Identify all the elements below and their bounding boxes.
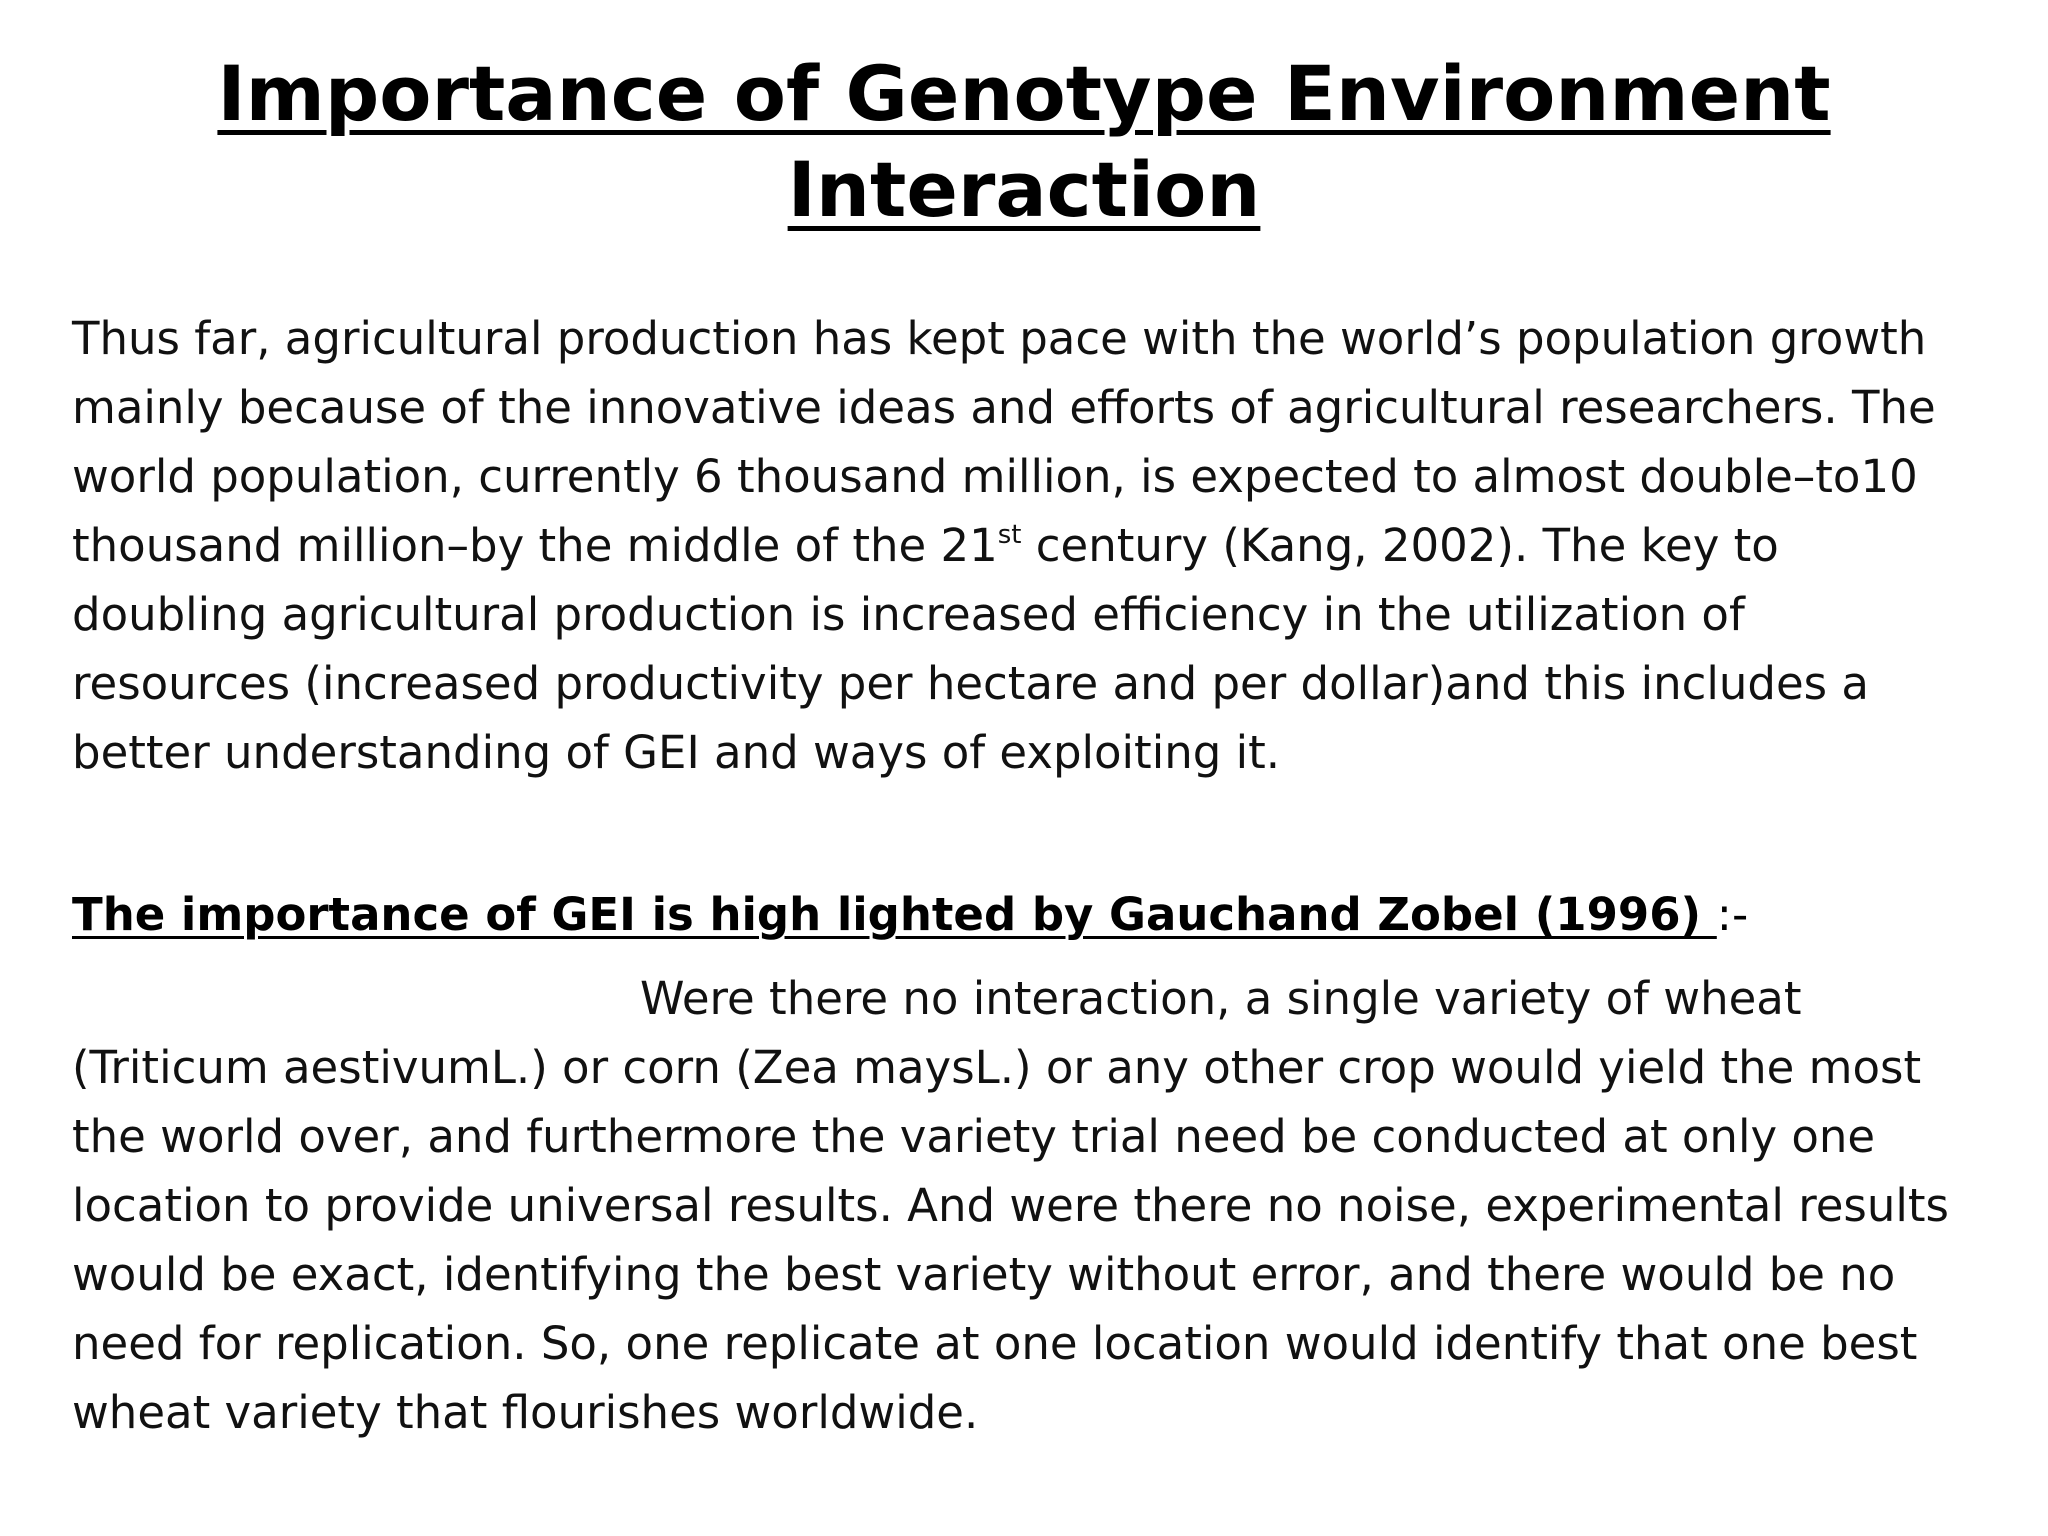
paragraph-2-line: location to provide universal results. And were there no noise, experimental results — [72, 1179, 1949, 1232]
paragraph-1-line — [72, 511, 2022, 580]
paragraph-2-line: the world over, and furthermore the variety trial need be conducted at only one — [72, 1110, 1876, 1163]
paragraph-1-line: world population, currently 6 thousand million, is expected to almost double–to10 — [72, 450, 1918, 503]
paragraph-1-line: better understanding of GEI and ways of exploiting it. — [72, 726, 1281, 779]
title-line-1: Importance of Genotype Environment — [217, 49, 1831, 138]
paragraph-1 — [72, 304, 2022, 787]
paragraph-1-line: doubling agricultural production is increased efficiency in the utilization of — [72, 588, 1745, 641]
paragraph-1-line: resources (increased productivity per hectare and per dollar)and this includes a — [72, 657, 1869, 710]
paragraph-1-line: mainly because of the innovative ideas and efforts of agricultural researchers. The — [72, 381, 1936, 434]
superscript: st — [997, 520, 1022, 550]
line-text: century (Kang, 2002). The key to — [1021, 519, 1779, 572]
paragraph-2-line: wheat variety that flourishes worldwide. — [72, 1386, 979, 1439]
subheading — [72, 880, 1748, 949]
paragraph-2 — [72, 964, 2022, 1447]
paragraph-2-line: (Triticum aestivumL.) or corn (Zea maysL.) or any other crop would yield the most — [72, 1041, 1922, 1094]
paragraph-2-line: would be exact, identifying the best variety without error, and there would be no — [72, 1248, 1896, 1301]
paragraph-2-line: Were there no interaction, a single variety of wheat — [640, 972, 1802, 1025]
paragraph-1-line: Thus far, agricultural production has kept pace with the world’s population growth — [72, 312, 1927, 365]
subheading-text: The importance of GEI is high lighted by Gauchand Zobel (1996) — [72, 888, 1717, 941]
line-text: thousand million–by the middle of the 21 — [72, 519, 998, 572]
subheading-suffix: :- — [1716, 888, 1749, 941]
slide-title — [0, 46, 2048, 238]
title-line-2: Interaction — [787, 145, 1261, 234]
paragraph-2-line: need for replication. So, one replicate at one location would identify that one best — [72, 1317, 1918, 1370]
